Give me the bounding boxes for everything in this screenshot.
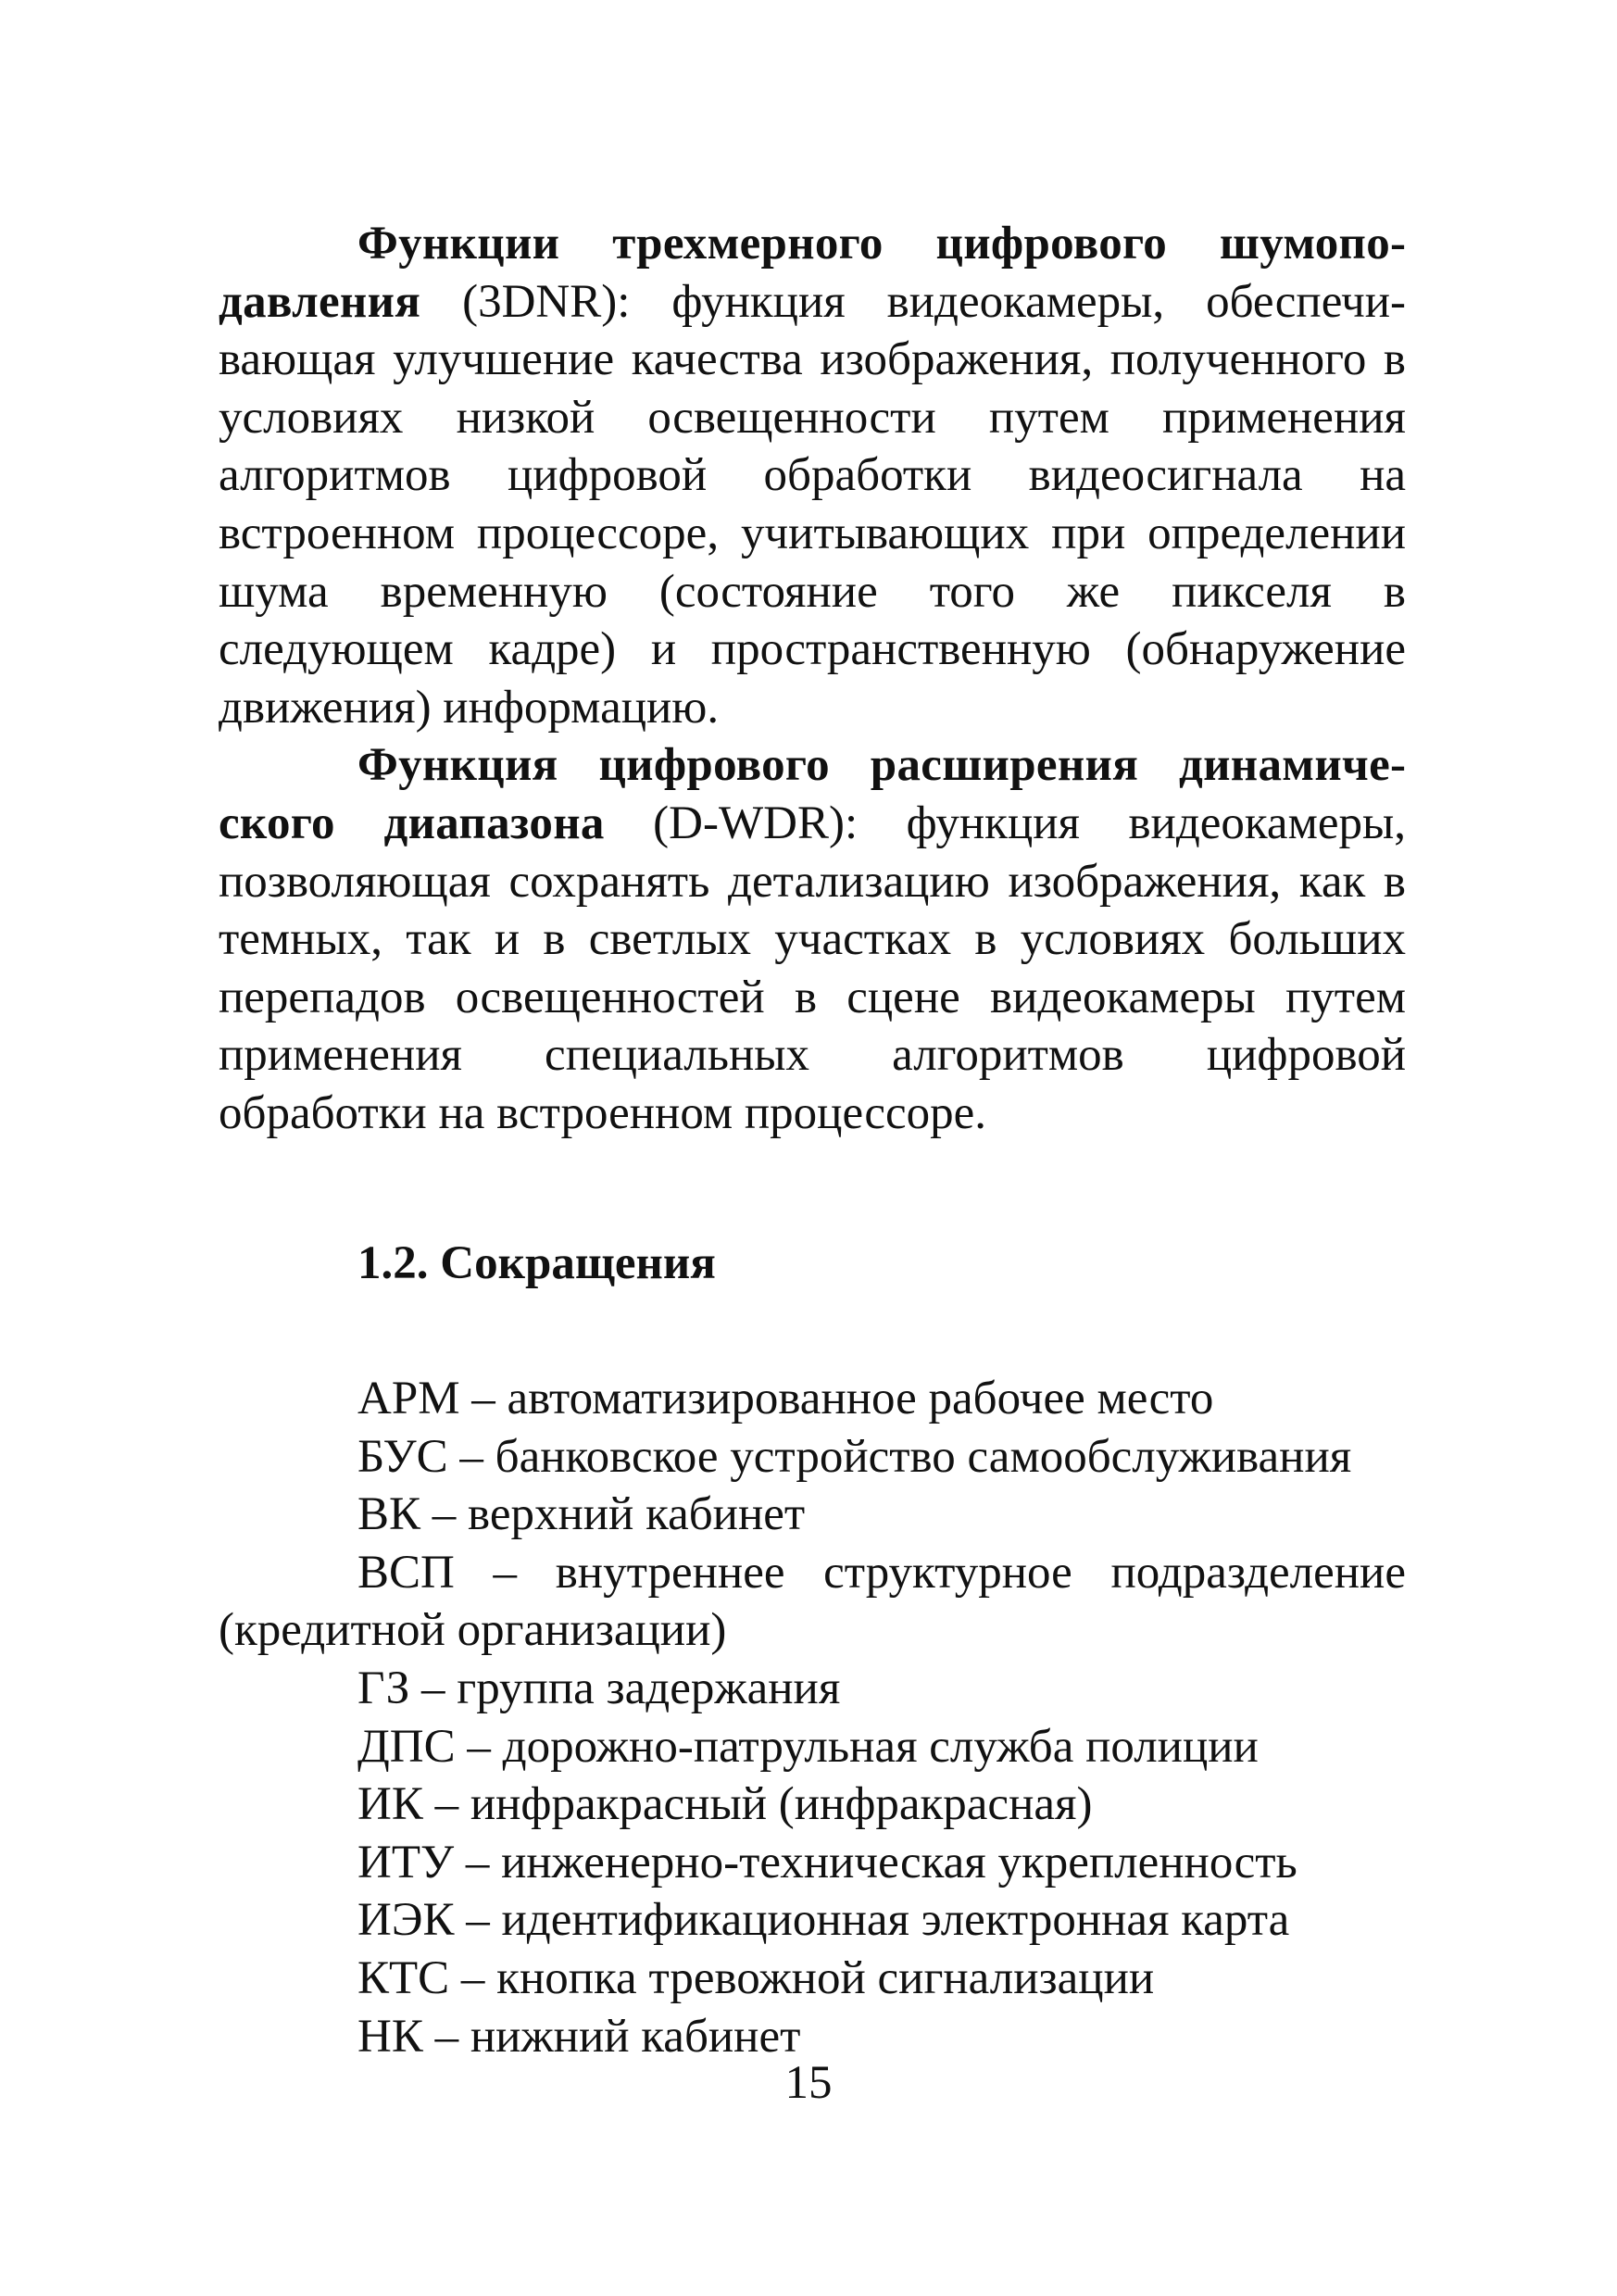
abbreviation-item: ИЭК – идентификационная электронная карта: [357, 1894, 1290, 1947]
abbreviation-item: ГЗ – группа задержания: [357, 1662, 841, 1715]
abbreviation-item: ДПС – дорожно-патрульная служба полиции: [357, 1720, 1259, 1773]
abbreviation-item: АРМ – автоматизированное рабочее место: [357, 1373, 1214, 1425]
definition-3dnr: [219, 215, 1406, 736]
definition-dwdr: [219, 736, 1406, 1142]
abbreviation-list: [219, 1370, 1406, 2065]
abbreviation-item: ВСП – внутреннее структурное подразделение (кредитной организации): [219, 1546, 1406, 1657]
term-dwdr: Функция цифрового расширения динамического диапазона: [219, 739, 1406, 849]
abbreviation-item: КТС – кнопка тревожной сигнализации: [357, 1952, 1155, 2005]
term-3dnr: Функции трехмерного цифрового шумоподавления: [219, 218, 1406, 328]
page-number: 15: [784, 2057, 833, 2109]
abbreviation-item: ВК – верхний кабинет: [357, 1488, 806, 1541]
abbreviation-item: ИТУ – инженерно-техническая укрепленность: [357, 1836, 1297, 1888]
abbreviation-item: БУС – банковское устройство самообслуживания: [357, 1430, 1352, 1483]
abbreviation-item: НК – нижний кабинет: [357, 2010, 801, 2063]
abbreviation-item: ИК – инфракрасный (инфракрасная): [357, 1778, 1093, 1831]
section-heading-abbreviations: 1.2. Сокращения: [357, 1236, 716, 1289]
definition-3dnr-text: (3DNR): функция видеокамеры, обеспечивающая улучшение качества изображения, полученного в условиях низкой освещенности путем применения алгоритмов цифровой обработки видеосигнала на встроенном процессоре, учитывающих при определении шума временную (состояние того же пикселя в следующем кадре) и пространственную (обнаружение движения) информацию.: [219, 275, 1406, 734]
definition-dwdr-text: (D-WDR): функция видеокамеры, позволяющая сохранять детализацию изображения, как в темных, так и в светлых участках в условиях больших перепадов освещенностей в сцене видеокамеры путем применения специальных алгоритмов цифровой обработки на встроенном процессоре.: [219, 797, 1406, 1139]
page-content: [219, 215, 1406, 2065]
